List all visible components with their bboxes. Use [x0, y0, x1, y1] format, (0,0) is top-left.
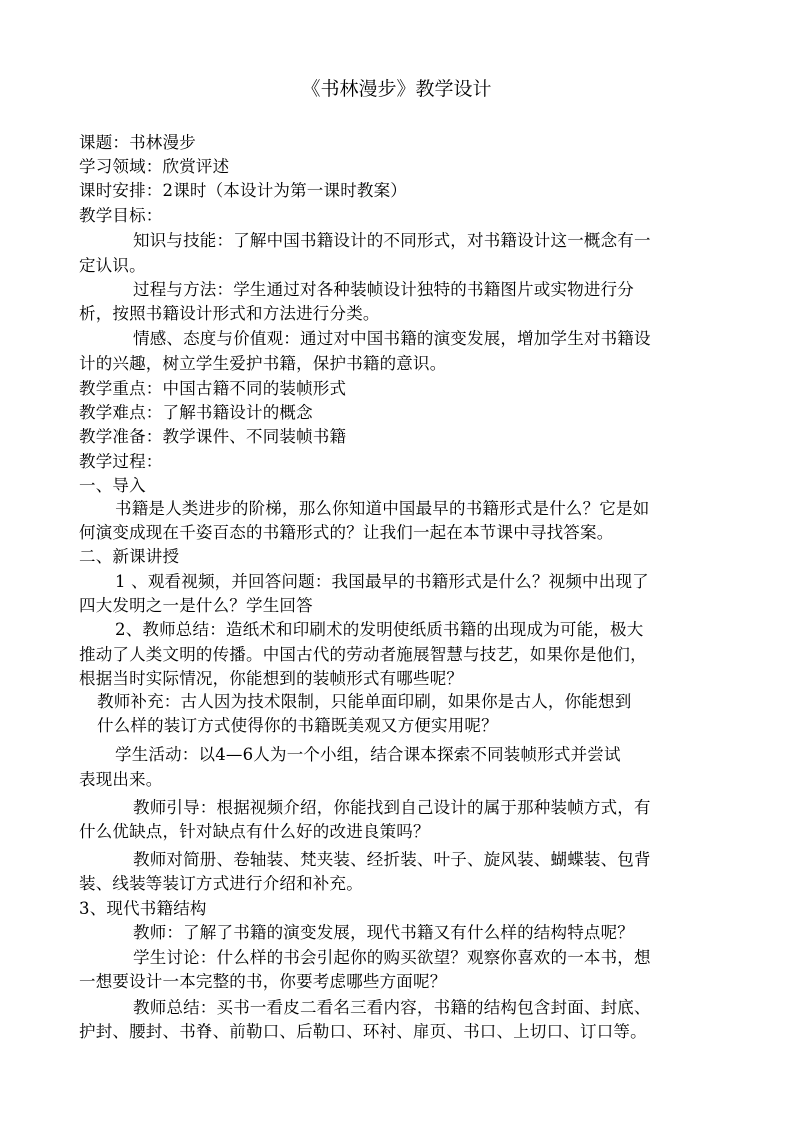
objective-emotion-line-1: 情感、态度与价值观：通过对中国书籍的演变发展，增加学生对书籍设	[133, 329, 651, 348]
teacher-summary-line-2: 护封、腰封、书脊、前勒口、后勒口、环衬、扉页、书口、上切口、订口等。	[79, 1022, 647, 1041]
teaching-objectives-heading: 教学目标：	[79, 206, 163, 225]
objective-knowledge-line-1: 知识与技能：了解中国书籍设计的不同形式，对书籍设计这一概念有一	[133, 231, 651, 250]
teaching-process-heading: 教学过程：	[79, 452, 163, 471]
step2-line-1: 2、教师总结：造纸术和印刷术的发明使纸质书籍的出现成为可能，极大	[115, 620, 644, 639]
teacher-supplement-line-2: 什么样的装订方式使得你的书籍既美观又方便实用呢？	[97, 716, 498, 735]
section-new-lesson-heading: 二、新课讲授	[79, 547, 180, 566]
section-modern-book-heading: 3、现代书籍结构	[79, 899, 207, 918]
section-introduction-heading: 一、导入	[79, 476, 146, 495]
learning-domain: 学习领域：欣赏评述	[79, 157, 230, 176]
student-discussion-line-1: 学生讨论：什么样的书会引起你的购买欲望？观察你喜欢的一本书，想	[133, 948, 651, 967]
student-activity-line-2: 表现出来。	[79, 770, 163, 789]
introduction-line-2: 何演变成现在千姿百态的书籍形式的？让我们一起在本节课中寻找答案。	[79, 523, 614, 542]
step1-line-2: 四大发明之一是什么？学生回答	[79, 596, 313, 615]
teacher-guide-line-1: 教师引导：根据视频介绍，你能找到自己设计的属于那种装帧方式，有	[133, 798, 651, 817]
objective-knowledge-line-2: 定认识。	[79, 256, 146, 275]
student-activity-line-1: 学生活动：以4—6人为一个小组，结合课本探索不同装帧形式并尝试	[115, 745, 621, 764]
binding-intro-line-1: 教师对简册、卷轴装、梵夹装、经折装、叶子、旋风装、蝴蝶装、包背	[133, 850, 651, 869]
objective-process-line-2: 析，按照书籍设计形式和方法进行分类。	[79, 304, 380, 323]
lesson-topic: 课题：书林漫步	[79, 133, 196, 152]
teacher-guide-line-2: 什么优缺点，针对缺点有什么好的改进良策吗？	[79, 822, 430, 841]
teacher-supplement-line-1: 教师补充：古人因为技术限制，只能单面印刷，如果你是古人，你能想到	[97, 692, 632, 711]
objective-emotion-line-2: 计的兴趣，树立学生爱护书籍，保护书籍的意识。	[79, 354, 447, 373]
teacher-question: 教师：了解了书籍的演变发展，现代书籍又有什么样的结构特点呢？	[133, 923, 634, 942]
document-title: 《书林漫步》教学设计	[301, 78, 492, 100]
teaching-preparation: 教学准备：教学课件、不同装帧书籍	[79, 427, 347, 446]
step2-line-3: 根据当时实际情况，你能想到的装帧形式有哪些呢？	[79, 669, 464, 688]
student-discussion-line-2: 一想要设计一本完整的书，你要考虑哪些方面呢？	[79, 972, 447, 991]
teacher-summary-line-1: 教师总结：买书一看皮二看名三看内容，书籍的结构包含封面、封底、	[133, 998, 651, 1017]
teaching-difficulty: 教学难点：了解书籍设计的概念	[79, 403, 313, 422]
introduction-line-1: 书籍是人类进步的阶梯，那么你知道中国最早的书籍形式是什么？它是如	[115, 499, 650, 518]
step2-line-2: 推动了人类文明的传播。中国古代的劳动者施展智慧与技艺，如果你是他们，	[79, 645, 647, 664]
objective-process-line-1: 过程与方法：学生通过对各种装帧设计独特的书籍图片或实物进行分	[133, 280, 634, 299]
step1-line-1: 1 、观看视频，并回答问题：我国最早的书籍形式是什么？视频中出现了	[115, 572, 649, 591]
binding-intro-line-2: 装、线装等装订方式进行介绍和补充。	[79, 874, 363, 893]
teaching-key-point: 教学重点：中国古籍不同的装帧形式	[79, 379, 347, 398]
class-hours: 课时安排：2课时（本设计为第一课时教案）	[79, 181, 407, 200]
